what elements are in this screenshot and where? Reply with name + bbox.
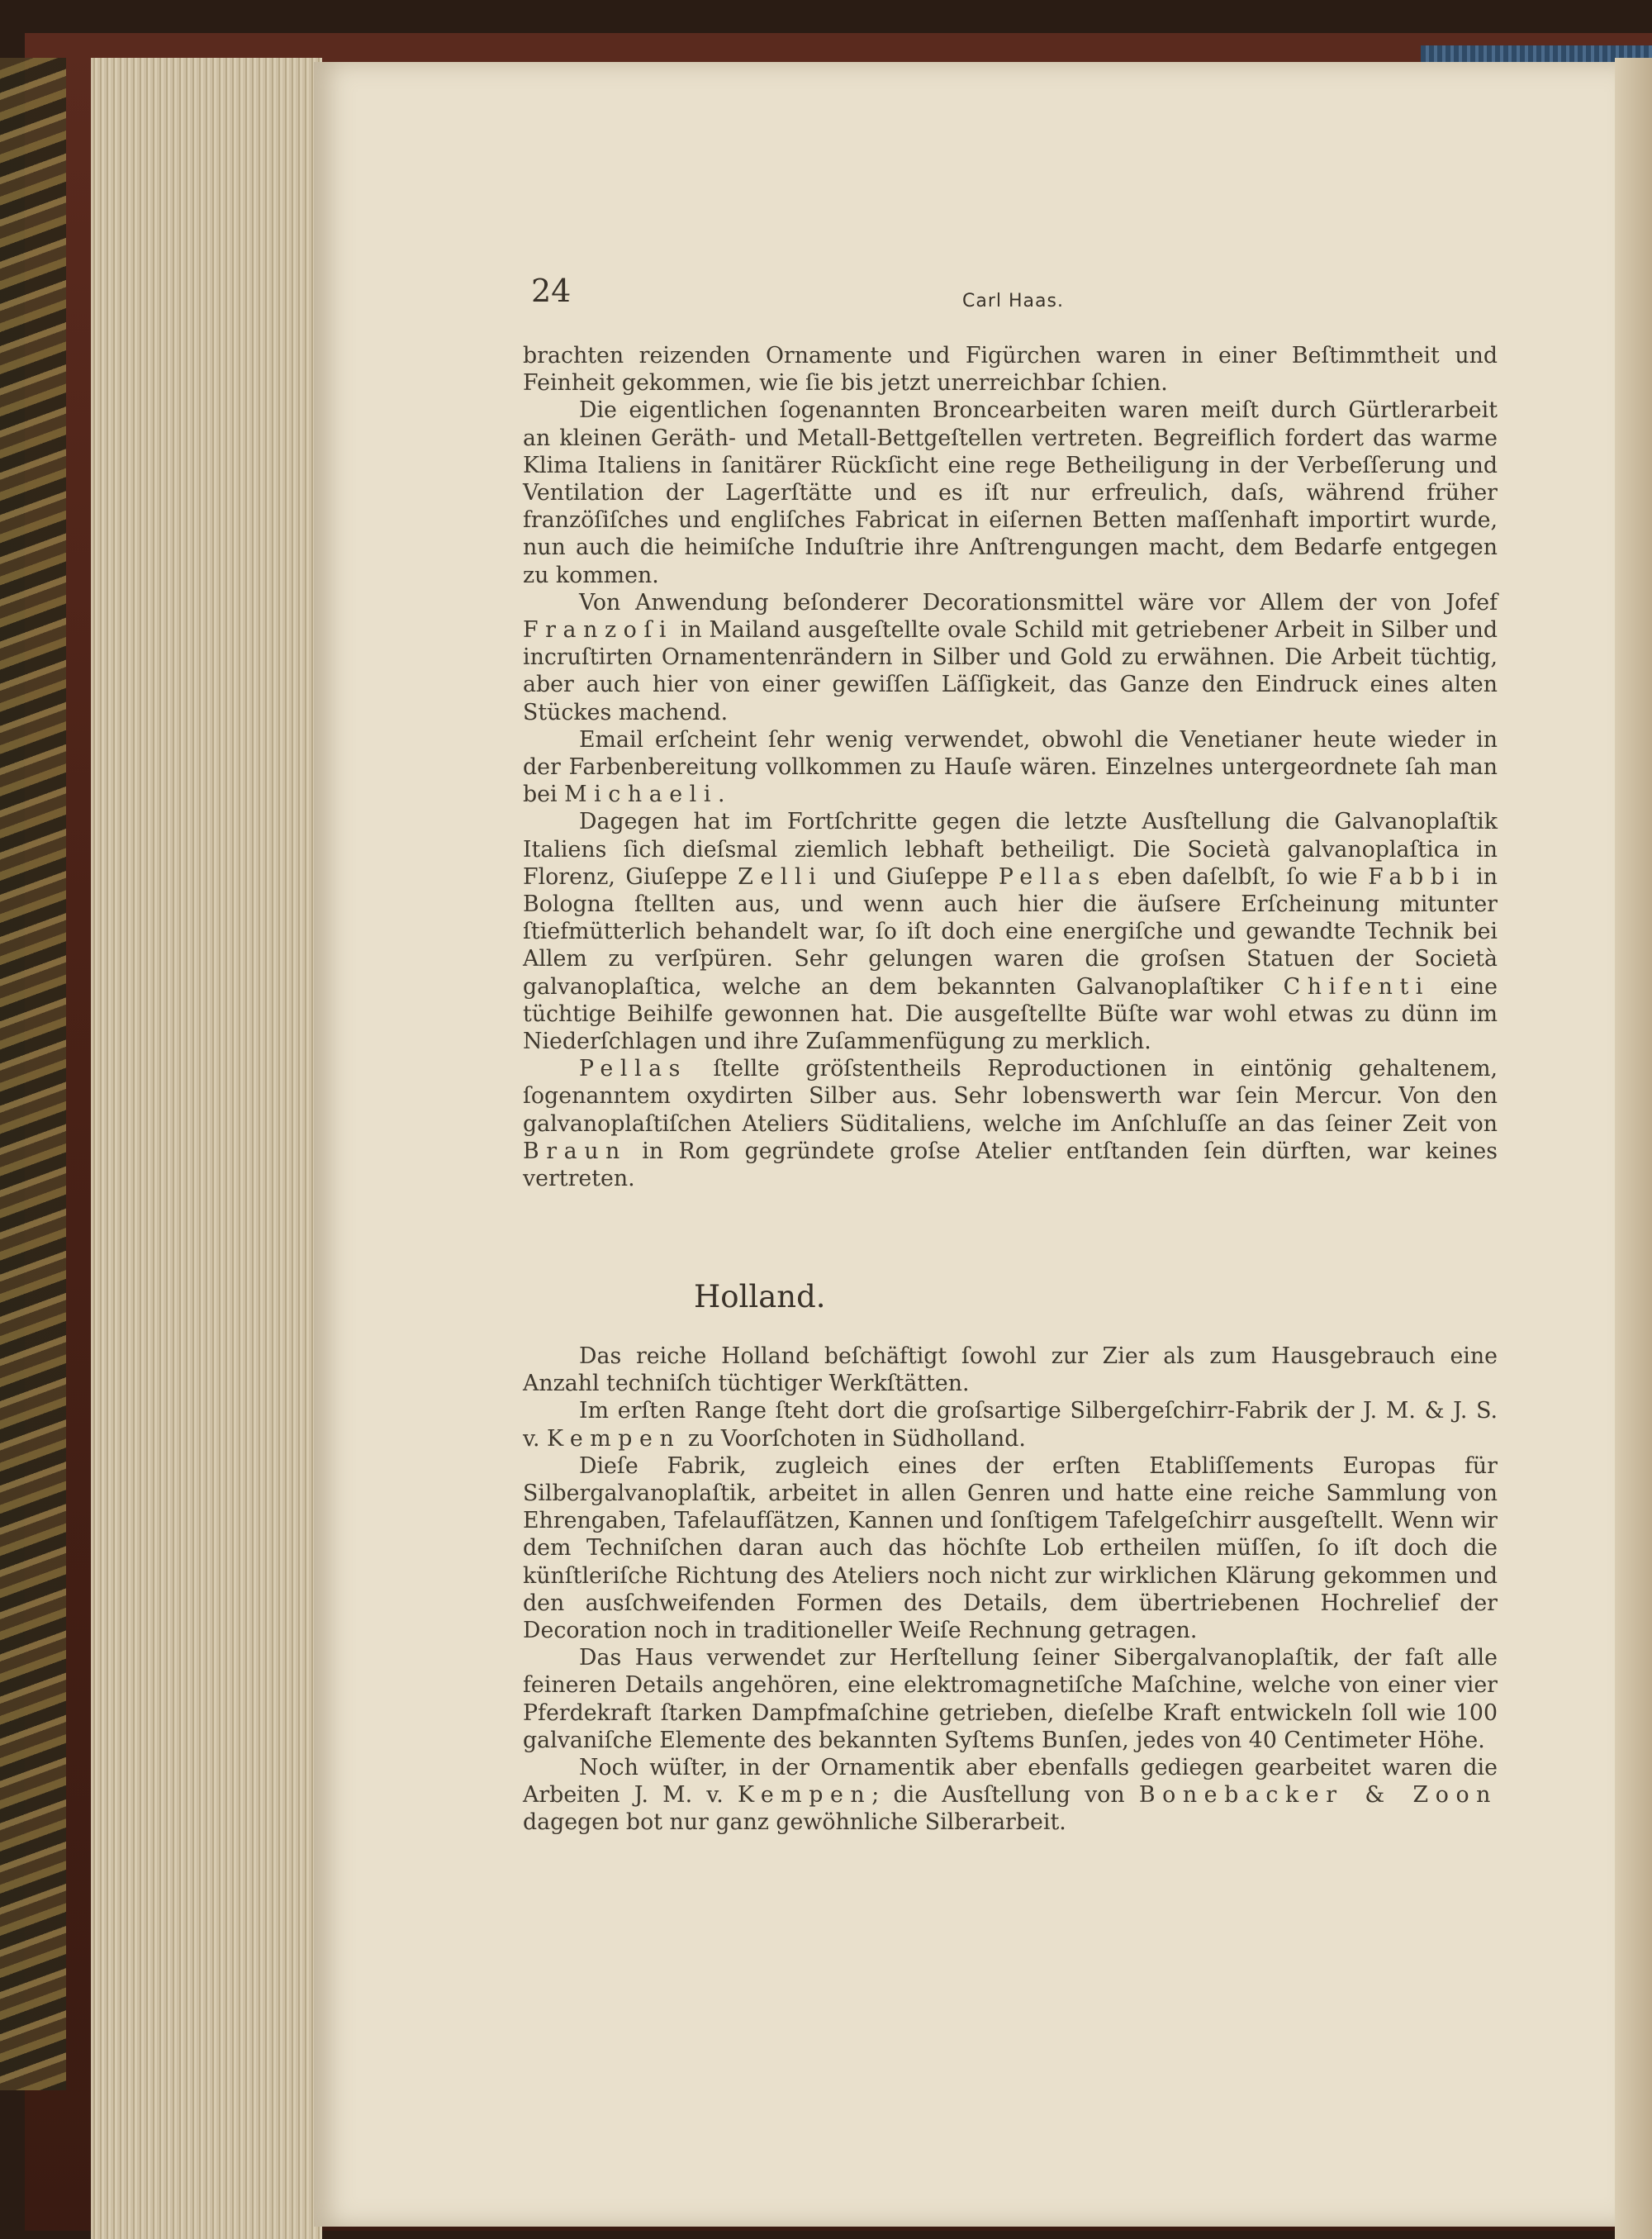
spaced-name: Pellas	[998, 863, 1107, 890]
text-run: Noch wüſter, in der Ornamentik aber ebenfalls gediegen gearbeitet waren die Arbeiten J. M. v.	[523, 1755, 1498, 1809]
spaced-name: Michaeli	[564, 782, 718, 808]
spaced-name: Fabbi	[1368, 863, 1466, 890]
paragraph	[523, 808, 1498, 1055]
spaced-name: Pellas	[579, 1056, 688, 1082]
text-run: ; die Ausſtellung von	[871, 1782, 1139, 1809]
page-stack-edges	[91, 58, 322, 2239]
marbled-endpaper	[0, 58, 66, 2090]
text-run: zu Voorſchoten in Südholland.	[681, 1425, 1026, 1452]
paragraph: Die eigentlichen ſogenannten Broncearbeiten waren meiſt durch Gürtlerarbeit an kleinen Geräth- und Metall-Bettgeſtellen vertreten. Begreiflich fordert das warme Klima Italiens in ſanitärer Rückſicht eine rege Betheiligung in der Verbeſſerung und Ventilation der Lagerſtätte und es iſt nur erfreulich, daſs, während früher franzöſiſches und engliſches Fabricat in eiſernen Betten maſſenhaft importirt wurde, nun auch die heimiſche Induſtrie ihre Anſtrengungen macht, dem Bedarfe entgegen zu kommen.	[523, 397, 1498, 588]
text-run: in Mailand ausgeſtellte ovale Schild mit getriebener Arbeit in Silber und incruſtirten Ornamentenrändern in Silber und Gold zu erwähnen. Die Arbeit tüchtig, aber auch hier von einer gewiſſen Läſſigkeit, das Ganze den Eindruck eines alten Stückes machend.	[523, 617, 1498, 725]
spaced-name: Kempen	[547, 1425, 681, 1452]
spaced-name: Chifenti	[1283, 973, 1430, 1000]
section-heading: Holland.	[694, 1279, 826, 1314]
paragraph: brachten reizenden Ornamente und Figürchen waren in einer Beſtimmtheit und Feinheit gekommen, wie ſie bis jetzt unerreichbar ſchien.	[523, 343, 1498, 397]
paragraph: Das reiche Holland beſchäftigt ſowohl zur Zier als zum Hausgebrauch eine Anzahl techniſch tüchtiger Werkſtätten.	[523, 1343, 1498, 1397]
text-run: eine tüchtige Beihilfe gewonnen hat. Die ausgeſtellte Büſte war wohl etwas zu dünn im Niederſchlagen und ihre Zuſammenfügung zu merklich.	[523, 973, 1498, 1055]
text-block-italy	[523, 342, 1498, 1192]
text-run: .	[717, 782, 725, 808]
paragraph	[523, 589, 1498, 726]
text-run: eben daſelbſt, ſo wie	[1106, 863, 1369, 890]
spaced-name: Kempen	[737, 1782, 872, 1809]
page-number: 24	[531, 273, 572, 309]
paragraph	[523, 1754, 1498, 1837]
text-run: Im erſten Range ſteht dort die groſsartige Silbergeſchirr-Fabrik der J. M. & J. S. v.	[523, 1398, 1498, 1452]
text-run: Email erſcheint ſehr wenig verwendet, obwohl die Venetianer heute wieder in der Farbenbereitung vollkommen zu Hauſe wären. Einzelnes untergeordnete ſah man bei	[523, 726, 1498, 808]
text-block-holland	[523, 1343, 1498, 1837]
text-run: dagegen bot nur ganz gewöhnliche Silberarbeit.	[523, 1809, 1066, 1836]
running-head: Carl Haas.	[962, 291, 1064, 311]
text-run: Von Anwendung beſonderer Decorationsmittel wäre vor Allem der von Jofef	[579, 589, 1498, 616]
facing-page-edge	[1615, 58, 1652, 2239]
text-run: Dagegen hat im Fortſchritte gegen die letzte Ausſtellung die Galvanoplaſtik Italiens ſich dieſsmal ziemlich lebhaft betheiligt. Die Società galvanoplaſtica in Florenz, Giuſeppe	[523, 809, 1498, 890]
spaced-name: Bonebacker & Zoon	[1138, 1782, 1498, 1809]
spaced-name: Franzoſi	[523, 617, 673, 644]
paragraph	[523, 726, 1498, 809]
text-run: in Rom gegründete groſse Atelier entſtanden ſein dürften, war keines vertreten.	[523, 1138, 1498, 1192]
paragraph: Das Haus verwendet zur Herſtellung ſeiner Sibergalvanoplaſtik, der faſt alle feineren Details angehören, eine elektromagnetiſche Maſchine, welche von einer vier Pferdekraft ſtarken Dampfmaſchine getrieben, dieſelbe Kraft entwickeln ſoll wie 100 galvaniſche Elemente des bekannten Syſtems Bunſen, jedes von 40 Centimeter Höhe.	[523, 1645, 1498, 1753]
paragraph	[523, 1397, 1498, 1452]
spaced-name: Braun	[523, 1138, 627, 1164]
paragraph: Dieſe Fabrik, zugleich eines der erſten Etabliſſements Europas für Silbergalvanoplaſtik, arbeitet in allen Genren und hatte eine reiche Sammlung von Ehrengaben, Tafelaufſätzen, Kannen und ſonſtigem Tafelgeſchirr ausgeſtellt. Wenn wir dem Techniſchen daran auch das höchſte Lob ertheilen müſſen, ſo iſt doch die künſtleriſche Richtung des Ateliers noch nicht zur wirklichen Klärung gekommen und den ausſchweifenden Formen des Details, dem übertriebenen Hochrelief der Decoration noch in traditioneller Weiſe Rechnung getragen.	[523, 1452, 1498, 1644]
text-run: und Giuſeppe	[823, 863, 999, 890]
text-run: ſtellte gröſstentheils Reproductionen in eintönig gehaltenem, ſogenanntem oxydirten Silber aus. Sehr lobenswerth war ſein Mercur. Von den galvanoplaſtiſchen Ateliers Süditaliens, welche im Anſchluſſe an das ſeiner Zeit von	[523, 1056, 1498, 1137]
text-run: in Bologna ſtellten aus, und wenn auch hier die äuſsere Erſcheinung mitunter ſtiefmütterlich behandelt war, ſo iſt doch eine energiſche und gewandte Technik bei Allem zu verſpüren. Sehr gelungen waren die groſsen Statuen der Società galvanoplaſtica, welche an dem bekannten Galvanoplaſtiker	[523, 863, 1498, 1000]
paragraph	[523, 1055, 1498, 1192]
spaced-name: Zelli	[738, 863, 824, 890]
